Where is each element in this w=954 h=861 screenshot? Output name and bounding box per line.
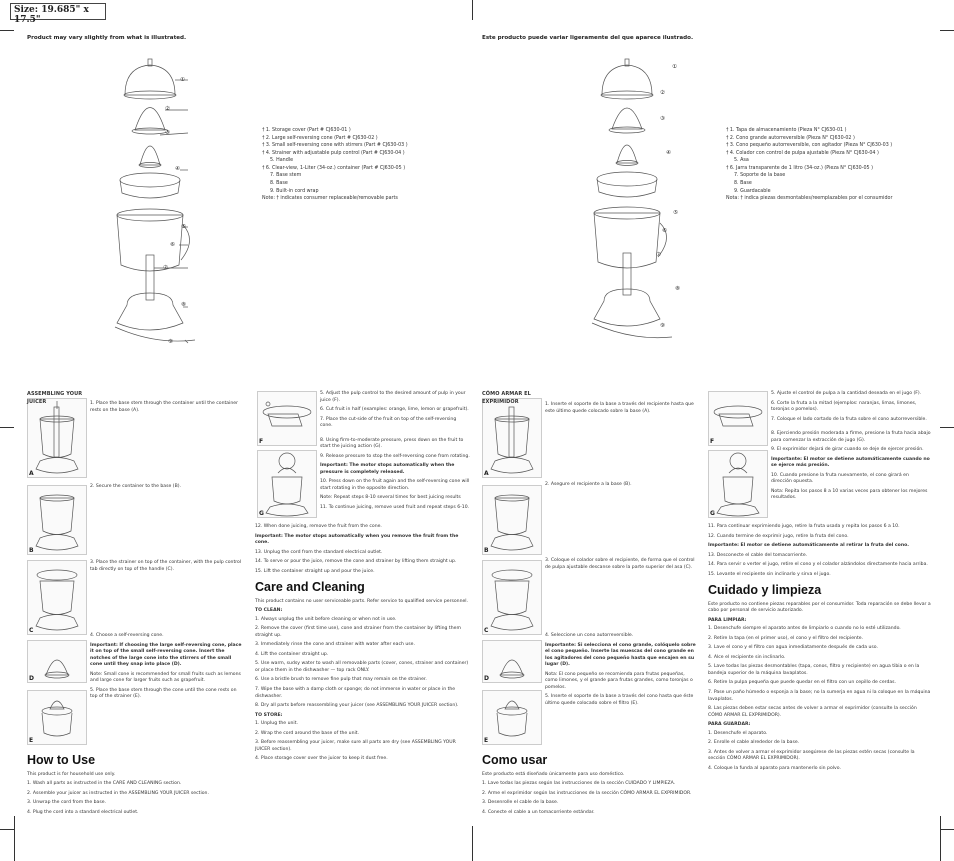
step-text: 3. Coloque el colador sobre el recipiente, de forma que el control de pulpa ajustable descanse sobre la parte superior del asa (C). [545, 558, 695, 570]
step-text: 3. Desenrolle el cable de la base. [482, 800, 559, 806]
step-text: 14. To serve or pour the juice, remove the cone and strainer by lifting them straight up. [255, 559, 457, 565]
step-text: 3. Unwrap the cord from the base. [27, 800, 107, 806]
figure-a-es [482, 398, 542, 478]
figure-label: D [484, 675, 489, 682]
intro-text: Este producto está diseñado únicamente para uso doméstico. [482, 771, 625, 777]
callout-8-es: ⑧ [675, 286, 680, 292]
crop-mark [472, 0, 473, 20]
step-text: 7. Wipe the base with a damp cloth or sponge; do not immerse in water or place in the dishwasher. [255, 687, 456, 699]
crop-mark [940, 829, 954, 830]
step-text: 9. El exprimidor dejará de girar cuando se deje de ejercer presión. [771, 447, 924, 453]
step-text: 1. Place the base stem through the container until the container rests on the base (A). [90, 401, 239, 413]
figure-label: G [710, 510, 715, 517]
callout-9: ⑨ [168, 339, 173, 345]
step-text: 5. Use warm, sudsy water to wash all removable parts (cover, cones, strainer and container) or place them in the dishwasher — top rack ONLY. [255, 661, 469, 673]
legend-item: † 4. Strainer with adjustable pulp control (Part # CJ630-04 ) [262, 150, 405, 156]
parts-legend-en [262, 127, 462, 203]
step-text: 12. Cuando termine de exprimir jugo, retire la fruta del cono. [708, 533, 849, 539]
legend-note: Note: † indicates consumer replaceable/removable parts [262, 196, 398, 202]
legend-item: 5. Handle [270, 158, 294, 164]
figure-label: B [29, 547, 34, 554]
figure-label: D [29, 675, 34, 682]
intro-text: Este producto no contiene piezas reparables por el consumidor. Toda reparación se debe llevar a cabo por personal de servicio autorizado. [708, 601, 931, 614]
intro-text: This product is for household use only. [27, 771, 116, 777]
callout-1: ① [180, 77, 185, 83]
callout-4: ④ [175, 166, 180, 172]
section-heading: CÓMO ARMAR EL EXPRIMIDOR [482, 391, 531, 405]
callout-7-es: ⑦ [656, 252, 661, 258]
step-text: 2. Remove the cover (first time use), cone and strainer from the container by lifting them straight up. [255, 626, 461, 638]
variation-note-en: Product may vary slightly from what is illustrated. [27, 35, 187, 41]
step-text: 2. Wrap the cord around the base of the unit. [255, 730, 360, 736]
callout-1-es: ① [672, 64, 677, 70]
parts-legend-es [726, 127, 941, 203]
step-text: 1. Lave todas las piezas según las instrucciones de la sección CUIDADO Y LIMPIEZA. [482, 781, 676, 787]
figure-f [257, 391, 317, 446]
step-text: 11. To continue juicing, remove used fruit and repeat steps 6-10. [320, 504, 470, 510]
figure-e-es [482, 690, 542, 745]
callout-5-es: ⑤ [673, 210, 678, 216]
step-text: 4. Plug the cord into a standard electrical outlet. [27, 809, 139, 815]
intro-text: This product contains no user serviceable parts. Refer service to qualified service personnel. [255, 598, 469, 604]
crop-mark [472, 826, 473, 861]
figure-b [27, 485, 87, 555]
step-text: 2. Secure the container to the base (B). [90, 484, 182, 489]
crop-mark [940, 30, 954, 31]
figure-d-es [482, 640, 542, 683]
figure-label: B [484, 547, 489, 554]
step-2-en [90, 484, 242, 494]
how-to-use-en [27, 748, 242, 819]
step-text: 1. Inserte el soporte de la base a través del recipiente hasta que este último quede colocado sobre la base (A). [545, 402, 694, 414]
cord-drawing [115, 327, 195, 341]
legend-item: 9. Built-in cord wrap [270, 188, 319, 194]
legend-item: 7. Base stem [270, 173, 302, 179]
note-text: Nota: Repita los pasos 8 a 10 varias veces para obtener los mejores resultados. [771, 488, 928, 501]
figure-label: E [484, 737, 489, 744]
steps-d-en [255, 524, 470, 766]
important-text: Important: The motor stops automatically when the pressure is completely released. [320, 463, 455, 475]
step-text: 15. Lift the container straight up and pour the juice. [255, 568, 375, 574]
callout-6-es: ⑥ [662, 228, 667, 234]
figure-e [27, 690, 87, 745]
step-text: 6. Cut fruit in half (examples: orange, lime, lemon or grapefruit). [320, 407, 469, 413]
callout-5: ⑤ [181, 224, 186, 230]
step-text: 11. Para continuar exprimiendo jugo, retire la fruta usada y repita los pasos 6 a 10. [708, 524, 900, 529]
legend-item: † 1. Tapa de almacenamiento (Pieza N° CJ630-01 ) [726, 128, 847, 133]
legend-item: 5. Asa [734, 158, 749, 164]
step-text: 6. Corte la fruta a la mitad (ejemplos: naranjas, limas, limones, toronjas o pomelos). [771, 400, 917, 413]
crop-mark [940, 816, 941, 861]
step-3-en [90, 560, 242, 576]
step-text: 4. Coloque la funda al aparato para mantenerlo sin polvo. [708, 765, 841, 771]
step-text: 10. Press down on the fruit again and the self-reversing cone will start rotating in the opposite direction. [320, 479, 470, 491]
step-4-en [90, 633, 242, 704]
step-text: 4. Place storage cover over the juicer to keep it dust free. [255, 756, 388, 762]
size-label: Size: 19.685" x 17.5" [10, 3, 106, 20]
step-text: 5. Adjust the pulp control to the desired amount of pulp in your juice (F). [320, 391, 466, 403]
step-text: 5. Place the base stem through the cone until the cone rests on top of the strainer (E). [90, 687, 237, 700]
small-cone-drawing [140, 146, 160, 165]
step-text: 5. Lave todas las piezas desmontables (tapa, conos, filtro y recipiente) en agua tibia o en la bandeja superior de la máquina lavaplatos. [708, 664, 920, 676]
legend-item: 8. Base [270, 181, 288, 187]
callout-6: ⑥ [170, 242, 175, 248]
assembling-steps-en [90, 401, 242, 417]
crop-mark [0, 427, 14, 428]
storage-cover-drawing [125, 65, 175, 95]
legend-item: † 6. Jarra transparente de 1 litro (34-oz.) (Pieza N° CJ630-05 ) [726, 165, 873, 171]
callout-3-es: ③ [660, 116, 665, 122]
figure-f-es [708, 391, 768, 446]
legend-item: † 2. Large self-reversing cone (Part # CJ630-02 ) [262, 135, 378, 141]
figure-g-es [708, 450, 768, 518]
step-text: 8. Las piezas deben estar secas antes de volver a armar el exprimidor (consulte la sección CÓMO ARMAR EL EXPRIMIDOR). [708, 706, 917, 718]
legend-item: † 6. Clear-view, 1-Liter (34-oz.) container (Part # CJ630-05 ) [262, 165, 406, 171]
step-text: 3. Before reassembling your juicer, make sure all parts are dry (see ASSEMBLING YOUR JUICER section). [255, 740, 456, 752]
figure-label: E [29, 737, 34, 744]
to-clean-heading: TO CLEAN: [255, 608, 283, 614]
step-1-es [545, 402, 697, 418]
how-to-use-title-es: Como usar [482, 753, 548, 767]
step-text: 2. Enrolle el cable alrededor de la base. [708, 740, 800, 746]
legend-item: 7. Soporte de la base [734, 173, 786, 179]
steps-b-en [320, 391, 470, 514]
base-drawing [117, 293, 183, 330]
important-text: Importante: Si selecciona el cono grande, colóquelo sobre el cono pequeño. Inserte las muescas del cono grande en los agitadores del cono pequeño hasta que encajen en su lugar (D). [545, 642, 696, 668]
figure-label: C [29, 627, 34, 634]
figure-label: A [29, 470, 34, 477]
to-store-heading-es: PARA GUARDAR: [708, 722, 751, 728]
step-text: 3. Immediately rinse the cone and strainer with water after each use. [255, 642, 415, 648]
note-text: Note: Repeat steps 8-10 several times for best juicing results [320, 495, 461, 501]
callout-9-es: ⑨ [660, 323, 665, 329]
note-text: Note: Small cone is recommended for small fruits such as lemons and large cone for larger fruits such as grapefruit. [90, 671, 241, 684]
step-4-es [545, 633, 697, 710]
figure-label: F [710, 438, 715, 445]
step-text: 8. Using firm-to-moderate pressure, press down on the fruit to start the juicing action (G). [320, 437, 464, 450]
callout-7: ⑦ [163, 265, 168, 271]
crop-mark [14, 816, 15, 861]
crop-mark [940, 427, 954, 428]
crop-mark [0, 30, 14, 31]
step-text: 12. When done juicing, remove the fruit from the cone. [255, 524, 382, 529]
figure-label: C [484, 627, 489, 634]
figure-label: A [484, 470, 489, 477]
figure-label: F [259, 438, 264, 445]
step-text: 1. Wash all parts as instructed in the CARE AND CLEANING section. [27, 781, 182, 787]
step-text: 7. Place the cut-side of the fruit on top of the self-reversing cone. [320, 416, 457, 429]
exploded-diagram-es [572, 57, 682, 347]
callout-2-es: ② [660, 90, 665, 96]
legend-item: 8. Base [734, 181, 752, 187]
legend-item: † 3. Cono pequeño autorreversible, con agitador (Pieza N° CJ630-03 ) [726, 143, 893, 149]
care-title-es: Cuidado y limpieza [708, 583, 822, 598]
step-text: 14. Para servir o verter el jugo, retire el cono y el colador alzándolos directamente hacia arriba. [708, 562, 928, 568]
figure-a [27, 398, 87, 478]
step-text: 6. Use a bristle brush to remove fine pulp that may remain on the strainer. [255, 677, 427, 683]
step-text: 1. Always unplug the unit before cleaning or when not in use. [255, 616, 397, 622]
step-text: 3. Antes de volver a armar el exprimidor asegúrese de las piezas estén secas (consulte la sección CÓMO ARMAR EL EXPRIMIDOR). [708, 749, 915, 762]
crop-mark [0, 829, 14, 830]
step-text: 3. Place the strainer on top of the container, with the pulp control tab directly on top of the handle (C). [90, 560, 242, 572]
important-text: Importante: El motor se detiene automáticamente cuando no se ejerce más presión. [771, 456, 930, 469]
step-text: 4. Lift the container straight up. [255, 651, 329, 657]
how-to-use-es [482, 748, 697, 819]
step-text: 4. Alce el recipiente sin inclinarlo. [708, 654, 786, 660]
step-text: 8. Dry all parts before reassembling your juicer (see ASSEMBLING YOUR JUICER section). [255, 703, 459, 709]
step-text: 10. Cuando presione la fruta nuevamente, el cono girará en dirección opuesta. [771, 472, 909, 485]
legend-item: † 4. Colador con control de pulpa ajustable (Pieza N° CJ630-04 ) [726, 150, 879, 156]
step-text: 13. Desconecte el cable del tomacorriente. [708, 552, 808, 558]
legend-item: 9. Guardacable [734, 188, 771, 194]
step-2-es [545, 482, 697, 492]
figure-c-es [482, 560, 542, 635]
step-text: 4. Conecte el cable a un tomacorriente estándar. [482, 809, 595, 815]
steps-b-es [771, 391, 931, 505]
step-text: 4. Choose a self-reversing cone. [90, 633, 164, 638]
callout-4-es: ④ [666, 150, 671, 156]
legend-item: † 1. Storage cover (Part # CJ630-01 ) [262, 128, 351, 133]
step-text: 1. Desenchufe el aparato. [708, 730, 768, 736]
note-text: Nota: El cono pequeño se recomienda para frutas pequeñas, como limones, y el grande para frutas grandes, como toronjas o pomelos. [545, 671, 693, 690]
care-title-en: Care and Cleaning [255, 580, 365, 595]
figure-c [27, 560, 87, 635]
step-3-es [545, 558, 697, 574]
step-text: 2. Arme el exprimidor según las instrucciones de la sección CÓMO ARMAR EL EXPRIMIDOR. [482, 790, 692, 796]
step-text: 5. Inserte el soporte de la base a través del cono hasta que éste último quede colocado sobre el filtro (E). [545, 694, 694, 706]
step-text: 2. Retire la tapa (en el primer uso), el cono y el filtro del recipiente. [708, 635, 864, 641]
step-text: 2. Asegure el recipiente a la base (B). [545, 482, 632, 487]
strainer-drawing [120, 173, 180, 187]
large-cone-drawing [135, 108, 165, 131]
how-to-use-title: How to Use [27, 753, 96, 767]
step-text: 1. Desenchufe siempre el aparato antes de limpiarlo o cuando no lo esté utilizando. [708, 626, 901, 632]
callout-8: ⑧ [181, 302, 186, 308]
step-text: 7. Coloque el lado cortado de la fruta sobre el cono autorreversible. [771, 416, 927, 422]
step-text: 13. Unplug the cord from the standard electrical outlet. [255, 549, 383, 555]
step-text: 9. Release pressure to stop the self-reversing cone from rotating. [320, 453, 470, 459]
step-text: 6. Retire la pulpa pequeña que puede quedar en el filtro con un cepillo de cerdas. [708, 680, 897, 686]
step-text: 7. Pase un paño húmedo o esponja a la base; no la sumerja en agua ni la coloque en la máquina lavaplatos. [708, 690, 931, 702]
to-clean-heading-es: PARA LIMPIAR: [708, 617, 747, 623]
step-text: 15. Levante el recipiente sin inclinarlo y sirva el jugo. [708, 571, 831, 577]
figure-g [257, 450, 317, 518]
assembling-heading-en [27, 391, 87, 406]
to-store-heading: TO STORE: [255, 712, 283, 718]
step-text: 2. Assemble your juicer as instructed in the ASSEMBLING YOUR JUICER section. [27, 790, 209, 796]
important-text: Important: If choosing the large self-reversing cone, place it on top of the small self-reversing cone. Insert the notches of the large cone into the stirrers of the small cone until they snap into place (D). [90, 642, 242, 668]
legend-note: Nota: † indica piezas desmontables/reemplazables por el consumidor [726, 196, 893, 202]
legend-item: † 3. Small self-reversing cone with stirrers (Part # CJ630-03 ) [262, 143, 408, 149]
important-text: Importante: El motor se detiene automáticamente al retirar la fruta del cono. [708, 543, 909, 549]
step-text: 1. Unplug the unit. [255, 721, 298, 727]
important-text: Important: The motor stops automatically when you remove the fruit from the cone. [255, 533, 459, 546]
step-text: 5. Ajuste el control de pulpa a la cantidad deseada en el jugo (F). [771, 391, 922, 396]
figure-d [27, 640, 87, 683]
callout-2: ② [165, 106, 170, 112]
variation-note-es: Este producto puede variar ligeramente del que aparece ilustrado. [482, 35, 694, 41]
step-text: 3. Lave el cono y el filtro con agua inmediatamente después de cada uso. [708, 645, 878, 651]
section-heading: ASSEMBLING YOUR JUICER [27, 391, 83, 405]
figure-b-es [482, 485, 542, 555]
callout-3: ③ [165, 130, 170, 136]
figure-label: G [259, 510, 264, 517]
legend-item: † 2. Cono grande autorreversible (Pieza N° CJ630-02 ) [726, 135, 855, 141]
step-text: 4. Seleccione un cono autorreversible. [545, 633, 634, 638]
exploded-diagram-en [95, 55, 205, 350]
steps-d-es [708, 524, 932, 775]
step-text: 8. Ejerciendo presión moderada a firme, presione la fruta hacia abajo para comenzar la extracción de jugo (G). [771, 431, 931, 443]
